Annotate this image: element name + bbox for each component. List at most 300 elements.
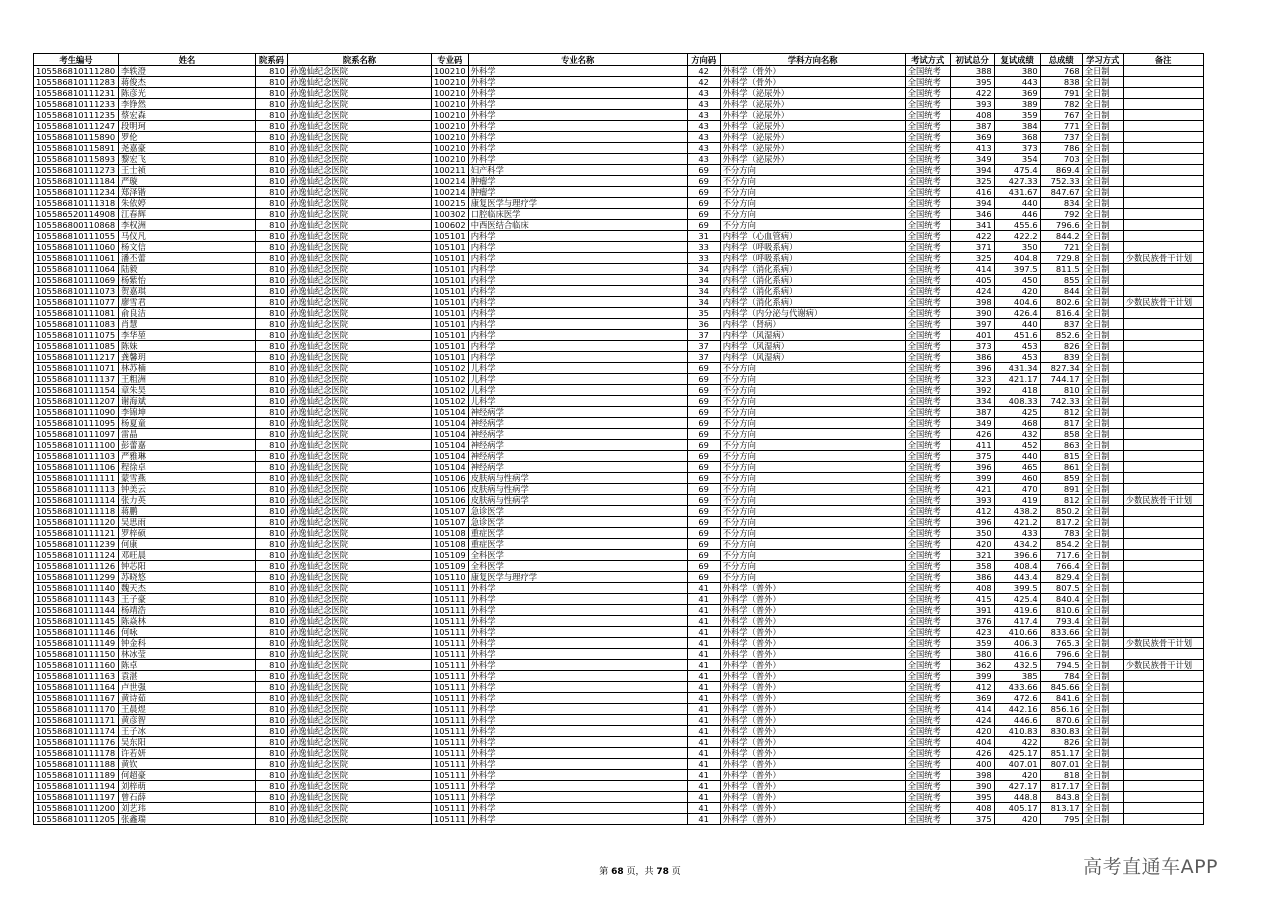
- exam-type-cell: 全国统考: [905, 231, 950, 242]
- initial-score-cell: 414: [950, 704, 994, 715]
- initial-score-cell: 369: [950, 132, 994, 143]
- dept-name-cell: 孙逸仙纪念医院: [288, 517, 432, 528]
- direction-code-cell: 33: [687, 253, 720, 264]
- initial-score-cell: 395: [950, 792, 994, 803]
- exam-type-cell: 全国统考: [905, 814, 950, 825]
- exam-type-cell: 全国统考: [905, 451, 950, 462]
- major-code-cell: 105106: [432, 473, 469, 484]
- retest-score-cell: 408.4: [994, 561, 1040, 572]
- total-score-cell: 829.4: [1040, 572, 1082, 583]
- major-name-cell: 重症医学: [468, 539, 687, 550]
- table-row: [34, 198, 1204, 209]
- col-exam-id-header: 考生编号: [34, 54, 119, 66]
- exam-id-cell: 105586810111144: [34, 605, 119, 616]
- admission-results-table: [33, 53, 1204, 825]
- student-name-cell: 蔡宏森: [119, 110, 256, 121]
- initial-score-cell: 321: [950, 550, 994, 561]
- direction-code-cell: 69: [687, 440, 720, 451]
- study-mode-cell: 全日制: [1082, 803, 1123, 814]
- exam-id-cell: 105586810111118: [34, 506, 119, 517]
- dept-name-cell: 孙逸仙纪念医院: [288, 484, 432, 495]
- direction-code-cell: 41: [687, 748, 720, 759]
- table-row: [34, 528, 1204, 539]
- initial-score-cell: 423: [950, 627, 994, 638]
- exam-type-cell: 全国统考: [905, 66, 950, 77]
- direction-code-cell: 41: [687, 759, 720, 770]
- dept-code-cell: 810: [256, 517, 288, 528]
- retest-score-cell: 442.16: [994, 704, 1040, 715]
- exam-type-cell: 全国统考: [905, 187, 950, 198]
- exam-id-cell: 105586810111170: [34, 704, 119, 715]
- major-name-cell: 内科学: [468, 352, 687, 363]
- retest-score-cell: 410.66: [994, 627, 1040, 638]
- major-code-cell: 105101: [432, 231, 469, 242]
- col-direction-name-header: 学科方向名称: [720, 54, 905, 66]
- remarks-cell: 少数民族骨干计划: [1123, 297, 1203, 308]
- student-name-cell: 王士祯: [119, 165, 256, 176]
- table-row: [34, 594, 1204, 605]
- exam-id-cell: 105586810111184: [34, 176, 119, 187]
- col-total-score-header: 总成绩: [1040, 54, 1082, 66]
- direction-code-cell: 69: [687, 484, 720, 495]
- major-name-cell: 儿科学: [468, 363, 687, 374]
- table-row: [34, 77, 1204, 88]
- dept-code-cell: 810: [256, 187, 288, 198]
- exam-type-cell: 全国统考: [905, 341, 950, 352]
- table-row: [34, 352, 1204, 363]
- student-name-cell: 黎宏飞: [119, 154, 256, 165]
- direction-name-cell: 不分方向: [720, 528, 905, 539]
- table-row: [34, 407, 1204, 418]
- major-name-cell: 肿瘤学: [468, 176, 687, 187]
- initial-score-cell: 325: [950, 253, 994, 264]
- major-name-cell: 内科学: [468, 319, 687, 330]
- table-row: [34, 506, 1204, 517]
- exam-type-cell: 全国统考: [905, 165, 950, 176]
- major-name-cell: 内科学: [468, 275, 687, 286]
- major-code-cell: 105111: [432, 660, 469, 671]
- major-code-cell: 105107: [432, 506, 469, 517]
- dept-name-cell: 孙逸仙纪念医院: [288, 616, 432, 627]
- table-row: [34, 253, 1204, 264]
- exam-type-cell: 全国统考: [905, 121, 950, 132]
- initial-score-cell: 404: [950, 737, 994, 748]
- study-mode-cell: 全日制: [1082, 539, 1123, 550]
- dept-name-cell: 孙逸仙纪念医院: [288, 605, 432, 616]
- student-name-cell: 许若妍: [119, 748, 256, 759]
- table-row: [34, 176, 1204, 187]
- major-code-cell: 105111: [432, 814, 469, 825]
- remarks-cell: [1123, 539, 1203, 550]
- exam-type-cell: 全国统考: [905, 572, 950, 583]
- exam-id-cell: 105586810111197: [34, 792, 119, 803]
- initial-score-cell: 405: [950, 275, 994, 286]
- exam-type-cell: 全国统考: [905, 209, 950, 220]
- study-mode-cell: 全日制: [1082, 517, 1123, 528]
- dept-name-cell: 孙逸仙纪念医院: [288, 781, 432, 792]
- dept-name-cell: 孙逸仙纪念医院: [288, 649, 432, 660]
- retest-score-cell: 450: [994, 275, 1040, 286]
- total-score-cell: 855: [1040, 275, 1082, 286]
- major-name-cell: 外科学: [468, 770, 687, 781]
- remarks-cell: [1123, 737, 1203, 748]
- major-code-cell: 100210: [432, 77, 469, 88]
- direction-code-cell: 41: [687, 781, 720, 792]
- exam-type-cell: 全国统考: [905, 407, 950, 418]
- direction-name-cell: 外科学（普外）: [720, 814, 905, 825]
- major-code-cell: 105111: [432, 649, 469, 660]
- direction-name-cell: 外科学（普外）: [720, 737, 905, 748]
- total-score-cell: 796.6: [1040, 649, 1082, 660]
- exam-type-cell: 全国统考: [905, 198, 950, 209]
- initial-score-cell: 411: [950, 440, 994, 451]
- major-code-cell: 100602: [432, 220, 469, 231]
- total-score-cell: 854.2: [1040, 539, 1082, 550]
- exam-id-cell: 105586810111126: [34, 561, 119, 572]
- exam-id-cell: 105586810111114: [34, 495, 119, 506]
- table-row: [34, 297, 1204, 308]
- study-mode-cell: 全日制: [1082, 638, 1123, 649]
- initial-score-cell: 388: [950, 66, 994, 77]
- exam-id-cell: 105586810111247: [34, 121, 119, 132]
- remarks-cell: [1123, 374, 1203, 385]
- student-name-cell: 严雅琳: [119, 451, 256, 462]
- study-mode-cell: 全日制: [1082, 572, 1123, 583]
- major-code-cell: 105111: [432, 704, 469, 715]
- initial-score-cell: 420: [950, 539, 994, 550]
- exam-type-cell: 全国统考: [905, 154, 950, 165]
- col-initial-score-header: 初试总分: [950, 54, 994, 66]
- major-name-cell: 儿科学: [468, 374, 687, 385]
- retest-score-cell: 431.34: [994, 363, 1040, 374]
- direction-name-cell: 内科学（内分泌与代谢病）: [720, 308, 905, 319]
- dept-name-cell: 孙逸仙纪念医院: [288, 198, 432, 209]
- remarks-cell: [1123, 649, 1203, 660]
- study-mode-cell: 全日制: [1082, 682, 1123, 693]
- direction-name-cell: 内科学（消化系病）: [720, 286, 905, 297]
- study-mode-cell: 全日制: [1082, 660, 1123, 671]
- dept-code-cell: 810: [256, 275, 288, 286]
- major-code-cell: 105111: [432, 638, 469, 649]
- dept-code-cell: 810: [256, 407, 288, 418]
- direction-code-cell: 41: [687, 660, 720, 671]
- student-name-cell: 吴东阳: [119, 737, 256, 748]
- major-name-cell: 外科学: [468, 737, 687, 748]
- major-name-cell: 外科学: [468, 627, 687, 638]
- total-score-cell: 827.34: [1040, 363, 1082, 374]
- study-mode-cell: 全日制: [1082, 737, 1123, 748]
- remarks-cell: [1123, 748, 1203, 759]
- exam-id-cell: 105586810111075: [34, 330, 119, 341]
- study-mode-cell: 全日制: [1082, 198, 1123, 209]
- remarks-cell: [1123, 132, 1203, 143]
- exam-id-cell: 105586810111167: [34, 693, 119, 704]
- retest-score-cell: 470: [994, 484, 1040, 495]
- table-row: [34, 275, 1204, 286]
- exam-type-cell: 全国统考: [905, 495, 950, 506]
- dept-code-cell: 810: [256, 341, 288, 352]
- direction-code-cell: 69: [687, 187, 720, 198]
- major-name-cell: 外科学: [468, 121, 687, 132]
- initial-score-cell: 413: [950, 143, 994, 154]
- direction-name-cell: 外科学（泌尿外）: [720, 143, 905, 154]
- study-mode-cell: 全日制: [1082, 275, 1123, 286]
- dept-code-cell: 810: [256, 88, 288, 99]
- dept-code-cell: 810: [256, 154, 288, 165]
- exam-type-cell: 全国统考: [905, 297, 950, 308]
- direction-code-cell: 69: [687, 418, 720, 429]
- dept-code-cell: 810: [256, 77, 288, 88]
- total-score-cell: 839: [1040, 352, 1082, 363]
- major-code-cell: 105108: [432, 528, 469, 539]
- table-row: [34, 187, 1204, 198]
- exam-type-cell: 全国统考: [905, 253, 950, 264]
- table-row: [34, 209, 1204, 220]
- major-code-cell: 105104: [432, 462, 469, 473]
- total-score-cell: 795: [1040, 814, 1082, 825]
- remarks-cell: [1123, 352, 1203, 363]
- student-name-cell: 杨夏童: [119, 418, 256, 429]
- total-score-cell: 816.4: [1040, 308, 1082, 319]
- exam-type-cell: 全国统考: [905, 528, 950, 539]
- direction-code-cell: 41: [687, 792, 720, 803]
- remarks-cell: [1123, 572, 1203, 583]
- major-name-cell: 神经病学: [468, 451, 687, 462]
- remarks-cell: [1123, 231, 1203, 242]
- total-score-cell: 826: [1040, 341, 1082, 352]
- direction-code-cell: 69: [687, 550, 720, 561]
- dept-name-cell: 孙逸仙纪念医院: [288, 242, 432, 253]
- exam-type-cell: 全国统考: [905, 583, 950, 594]
- total-score-cell: 858: [1040, 429, 1082, 440]
- table-row: [34, 605, 1204, 616]
- dept-name-cell: 孙逸仙纪念医院: [288, 418, 432, 429]
- total-score-cell: 802.6: [1040, 297, 1082, 308]
- initial-score-cell: 396: [950, 462, 994, 473]
- exam-type-cell: 全国统考: [905, 627, 950, 638]
- initial-score-cell: 346: [950, 209, 994, 220]
- direction-name-cell: 外科学（泌尿外）: [720, 88, 905, 99]
- retest-score-cell: 389: [994, 99, 1040, 110]
- major-name-cell: 皮肤病与性病学: [468, 473, 687, 484]
- study-mode-cell: 全日制: [1082, 770, 1123, 781]
- direction-code-cell: 69: [687, 165, 720, 176]
- direction-code-cell: 41: [687, 737, 720, 748]
- exam-id-cell: 105586810111137: [34, 374, 119, 385]
- dept-code-cell: 810: [256, 506, 288, 517]
- major-name-cell: 儿科学: [468, 396, 687, 407]
- table-row: [34, 440, 1204, 451]
- major-code-cell: 105104: [432, 440, 469, 451]
- table-row: [34, 429, 1204, 440]
- direction-name-cell: 外科学（普外）: [720, 770, 905, 781]
- remarks-cell: [1123, 682, 1203, 693]
- study-mode-cell: 全日制: [1082, 132, 1123, 143]
- dept-code-cell: 810: [256, 726, 288, 737]
- major-code-cell: 105111: [432, 748, 469, 759]
- initial-score-cell: 400: [950, 759, 994, 770]
- major-name-cell: 皮肤病与性病学: [468, 495, 687, 506]
- dept-code-cell: 810: [256, 462, 288, 473]
- direction-code-cell: 42: [687, 66, 720, 77]
- retest-score-cell: 475.4: [994, 165, 1040, 176]
- student-name-cell: 何康: [119, 539, 256, 550]
- retest-score-cell: 426.4: [994, 308, 1040, 319]
- direction-name-cell: 内科学（风湿病）: [720, 341, 905, 352]
- major-name-cell: 外科学: [468, 781, 687, 792]
- study-mode-cell: 全日制: [1082, 605, 1123, 616]
- major-code-cell: 105111: [432, 605, 469, 616]
- table-row: [34, 649, 1204, 660]
- dept-name-cell: 孙逸仙纪念医院: [288, 286, 432, 297]
- student-name-cell: 林冰莹: [119, 649, 256, 660]
- major-name-cell: 内科学: [468, 330, 687, 341]
- total-score-cell: 870.6: [1040, 715, 1082, 726]
- dept-code-cell: 810: [256, 231, 288, 242]
- major-code-cell: 105111: [432, 671, 469, 682]
- table-row: [34, 737, 1204, 748]
- study-mode-cell: 全日制: [1082, 341, 1123, 352]
- dept-name-cell: 孙逸仙纪念医院: [288, 737, 432, 748]
- exam-id-cell: 105586810111073: [34, 286, 119, 297]
- major-code-cell: 105111: [432, 583, 469, 594]
- student-name-cell: 李轶澄: [119, 66, 256, 77]
- direction-name-cell: 不分方向: [720, 363, 905, 374]
- retest-score-cell: 384: [994, 121, 1040, 132]
- major-code-cell: 105111: [432, 781, 469, 792]
- total-score-cell: 744.17: [1040, 374, 1082, 385]
- retest-score-cell: 422: [994, 737, 1040, 748]
- study-mode-cell: 全日制: [1082, 616, 1123, 627]
- direction-code-cell: 41: [687, 594, 720, 605]
- student-name-cell: 雷晶: [119, 429, 256, 440]
- student-name-cell: 马仪凡: [119, 231, 256, 242]
- study-mode-cell: 全日制: [1082, 330, 1123, 341]
- study-mode-cell: 全日制: [1082, 429, 1123, 440]
- dept-code-cell: 810: [256, 803, 288, 814]
- direction-name-cell: 不分方向: [720, 517, 905, 528]
- dept-code-cell: 810: [256, 484, 288, 495]
- retest-score-cell: 422.2: [994, 231, 1040, 242]
- exam-type-cell: 全国统考: [905, 99, 950, 110]
- retest-score-cell: 468: [994, 418, 1040, 429]
- dept-name-cell: 孙逸仙纪念医院: [288, 715, 432, 726]
- study-mode-cell: 全日制: [1082, 154, 1123, 165]
- dept-name-cell: 孙逸仙纪念医院: [288, 220, 432, 231]
- student-name-cell: 魏天杰: [119, 583, 256, 594]
- remarks-cell: [1123, 814, 1203, 825]
- dept-code-cell: 810: [256, 770, 288, 781]
- direction-name-cell: 外科学（普外）: [720, 682, 905, 693]
- major-code-cell: 105101: [432, 308, 469, 319]
- total-score-cell: 765.3: [1040, 638, 1082, 649]
- retest-score-cell: 421.17: [994, 374, 1040, 385]
- exam-id-cell: 105586520114908: [34, 209, 119, 220]
- study-mode-cell: 全日制: [1082, 671, 1123, 682]
- major-name-cell: 外科学: [468, 682, 687, 693]
- initial-score-cell: 349: [950, 418, 994, 429]
- initial-score-cell: 393: [950, 495, 994, 506]
- dept-code-cell: 810: [256, 352, 288, 363]
- study-mode-cell: 全日制: [1082, 407, 1123, 418]
- major-name-cell: 外科学: [468, 726, 687, 737]
- dept-name-cell: 孙逸仙纪念医院: [288, 572, 432, 583]
- initial-score-cell: 387: [950, 121, 994, 132]
- remarks-cell: [1123, 693, 1203, 704]
- initial-score-cell: 394: [950, 165, 994, 176]
- direction-name-cell: 外科学（普外）: [720, 748, 905, 759]
- remarks-cell: [1123, 506, 1203, 517]
- direction-code-cell: 34: [687, 286, 720, 297]
- col-major-code-header: 专业码: [432, 54, 469, 66]
- retest-score-cell: 407.01: [994, 759, 1040, 770]
- dept-name-cell: 孙逸仙纪念医院: [288, 385, 432, 396]
- retest-score-cell: 419: [994, 495, 1040, 506]
- exam-id-cell: 105586810111106: [34, 462, 119, 473]
- direction-name-cell: 不分方向: [720, 561, 905, 572]
- study-mode-cell: 全日制: [1082, 297, 1123, 308]
- exam-id-cell: 105586810111140: [34, 583, 119, 594]
- study-mode-cell: 全日制: [1082, 528, 1123, 539]
- student-name-cell: 龚馨玥: [119, 352, 256, 363]
- remarks-cell: [1123, 803, 1203, 814]
- direction-name-cell: 外科学（泌尿外）: [720, 99, 905, 110]
- retest-score-cell: 446: [994, 209, 1040, 220]
- exam-id-cell: 105586810111163: [34, 671, 119, 682]
- dept-name-cell: 孙逸仙纪念医院: [288, 176, 432, 187]
- student-name-cell: 章朱昊: [119, 385, 256, 396]
- exam-id-cell: 105586810111149: [34, 638, 119, 649]
- initial-score-cell: 397: [950, 319, 994, 330]
- student-name-cell: 潘丕蕾: [119, 253, 256, 264]
- footer-suffix: 页: [671, 867, 681, 877]
- dept-code-cell: 810: [256, 374, 288, 385]
- exam-type-cell: 全国统考: [905, 77, 950, 88]
- exam-id-cell: 105586810111145: [34, 616, 119, 627]
- dept-code-cell: 810: [256, 253, 288, 264]
- major-code-cell: 105109: [432, 550, 469, 561]
- table-row: [34, 616, 1204, 627]
- table-row: [34, 99, 1204, 110]
- retest-score-cell: 448.8: [994, 792, 1040, 803]
- total-score-cell: 812: [1040, 495, 1082, 506]
- dept-name-cell: 孙逸仙纪念医院: [288, 451, 432, 462]
- major-code-cell: 105101: [432, 319, 469, 330]
- major-code-cell: 105106: [432, 495, 469, 506]
- direction-code-cell: 43: [687, 110, 720, 121]
- student-name-cell: 彭蕾嘉: [119, 440, 256, 451]
- direction-code-cell: 69: [687, 528, 720, 539]
- exam-type-cell: 全国统考: [905, 704, 950, 715]
- major-name-cell: 妇产科学: [468, 165, 687, 176]
- major-name-cell: 内科学: [468, 308, 687, 319]
- study-mode-cell: 全日制: [1082, 187, 1123, 198]
- direction-name-cell: 不分方向: [720, 539, 905, 550]
- study-mode-cell: 全日制: [1082, 594, 1123, 605]
- study-mode-cell: 全日制: [1082, 462, 1123, 473]
- major-name-cell: 肿瘤学: [468, 187, 687, 198]
- study-mode-cell: 全日制: [1082, 363, 1123, 374]
- exam-type-cell: 全国统考: [905, 726, 950, 737]
- major-name-cell: 重症医学: [468, 528, 687, 539]
- exam-id-cell: 105586810111055: [34, 231, 119, 242]
- retest-score-cell: 420: [994, 770, 1040, 781]
- dept-name-cell: 孙逸仙纪念医院: [288, 121, 432, 132]
- retest-score-cell: 359: [994, 110, 1040, 121]
- exam-id-cell: 105586810111194: [34, 781, 119, 792]
- retest-score-cell: 434.2: [994, 539, 1040, 550]
- student-name-cell: 郑泽锴: [119, 187, 256, 198]
